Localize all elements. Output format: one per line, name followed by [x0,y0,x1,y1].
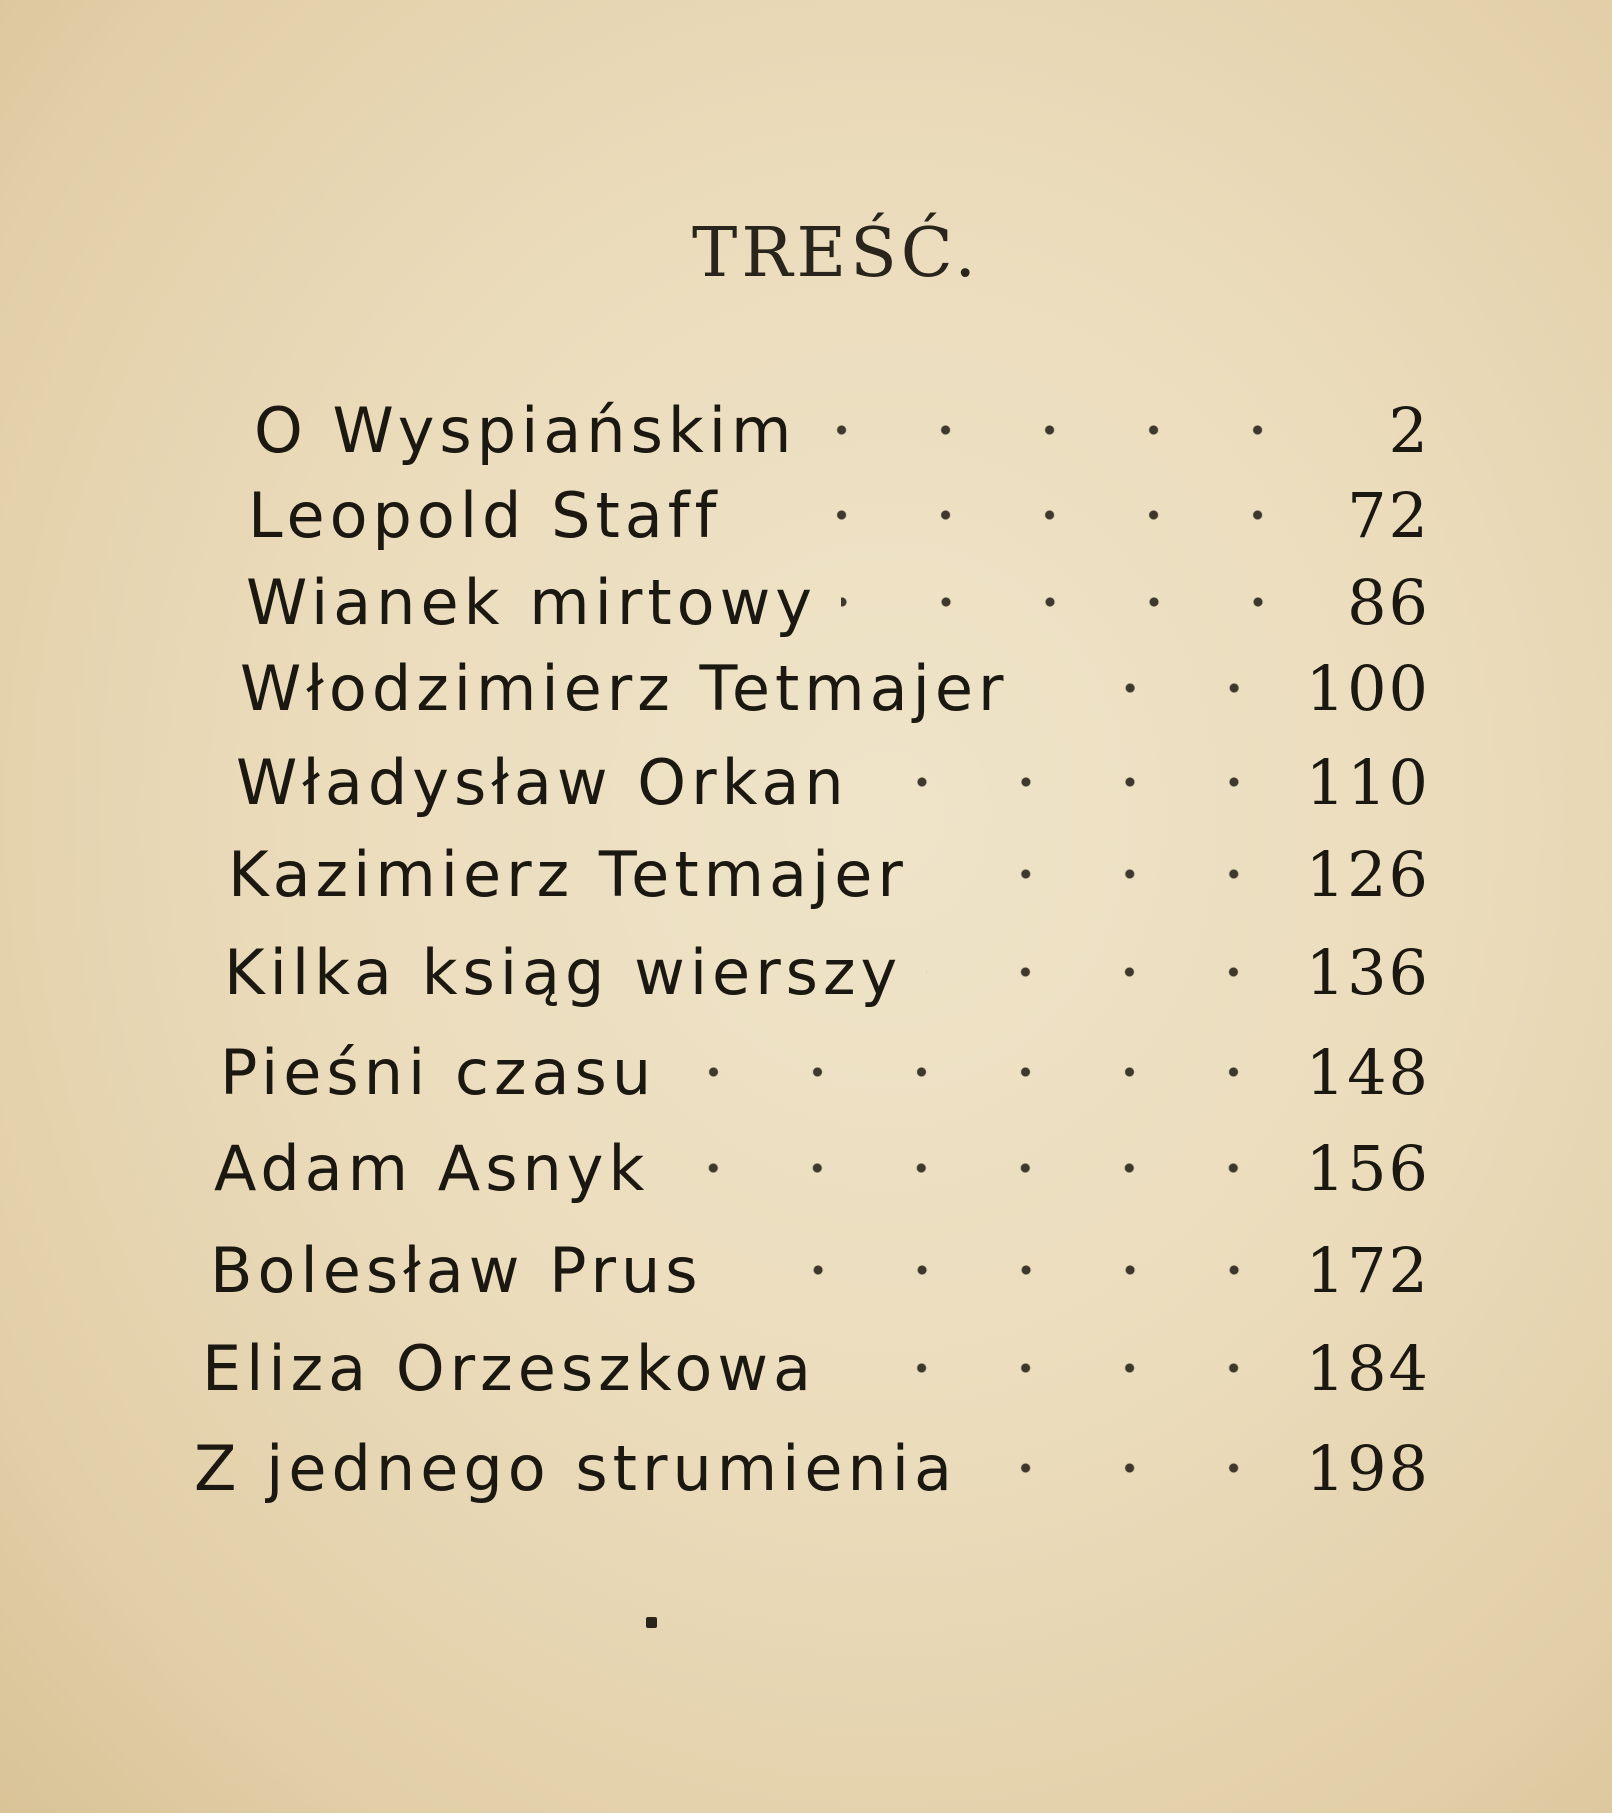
toc-entry-title: Bolesław Prus [210,1233,703,1307]
dot-leader [680,1032,1286,1112]
toc-entry-title: Wianek mirtowy [246,565,817,639]
toc-entry [194,1428,1430,1508]
toc-entry-page: 198 [1305,1431,1430,1505]
toc-entry [236,742,1430,822]
toc-entry-title: Eliza Orzeszkowa [202,1331,817,1405]
toc-entry-page: 136 [1305,935,1430,1009]
dot-leader [1033,648,1286,728]
dot-leader [727,1230,1286,1310]
toc-entry [248,475,1430,555]
dot-leader [841,562,1310,642]
toc-entry-page: 156 [1305,1131,1430,1205]
toc-entry-page: 72 [1347,478,1430,552]
toc-entry-page: 110 [1305,745,1430,819]
dot-leader [840,1328,1286,1408]
toc-entry [202,1328,1430,1408]
dot-leader [981,1428,1286,1508]
toc-entry-title: Kazimierz Tetmajer [228,837,908,911]
toc-entry-page: 172 [1305,1233,1430,1307]
toc-entry-page: 148 [1305,1035,1430,1109]
toc-entry-title: Włodzimierz Tetmajer [240,651,1009,725]
toc-entry-title: Władysław Orkan [236,745,849,819]
toc-entry [254,390,1430,470]
toc-entry [228,834,1430,914]
toc-entry-title: Leopold Staff [248,478,722,552]
ink-speck [646,1617,657,1628]
toc-entry [246,562,1430,642]
toc-entry-page: 126 [1305,837,1430,911]
dot-leader [745,475,1310,555]
page-title: TREŚĆ. [692,214,980,293]
toc-entry-title: Kilka ksiąg wierszy [224,935,903,1009]
toc-entry [224,932,1430,1012]
dot-leader [673,1128,1285,1208]
dot-leader [926,932,1285,1012]
toc-entry-title: O Wyspiańskim [254,393,797,467]
toc-entry-page: 100 [1305,651,1430,725]
toc-entry [210,1230,1430,1310]
toc-entry-title: Adam Asnyk [214,1131,650,1205]
toc-entry [220,1032,1430,1112]
toc-entry [240,648,1430,728]
toc-entry-page: 2 [1388,393,1430,467]
dot-leader [820,390,1310,470]
dot-leader [932,834,1286,914]
toc-entry-page: 86 [1347,565,1430,639]
toc-entry [214,1128,1430,1208]
toc-entry-page: 184 [1305,1331,1430,1405]
toc-entry-title: Pieśni czasu [220,1035,657,1109]
dot-leader [873,742,1286,822]
toc-entry-title: Z jednego strumienia [194,1431,958,1505]
